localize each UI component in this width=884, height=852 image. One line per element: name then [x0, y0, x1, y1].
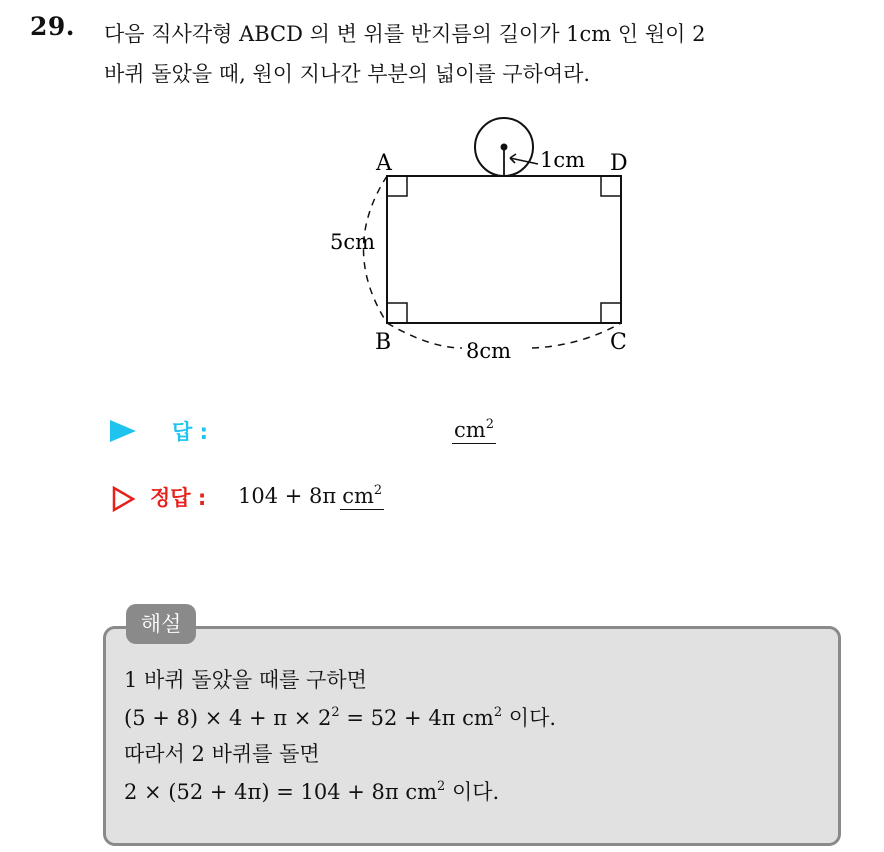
solution-line-2: [124, 704, 556, 732]
correct-answer-value: [238, 484, 384, 508]
solution-line-2-exponent: 2: [331, 705, 340, 720]
question-line-1: 다음 직사각형 ABCD 의 변 위를 반지름의 길이가 1cm 인 원이 2: [104, 22, 706, 46]
solution-tab: 해설: [126, 604, 196, 644]
correct-answer-unit-exponent: 2: [373, 483, 383, 498]
rectangle-figure: [320, 108, 650, 378]
dashed-arc-bc-right: [532, 323, 621, 348]
solution-line-4: [124, 778, 499, 806]
correct-answer-unit-text: cm: [342, 484, 374, 508]
radius-label: 1cm: [540, 148, 586, 172]
vertex-label-a: A: [376, 151, 392, 176]
filled-triangle-icon: [110, 420, 136, 442]
dashed-arc-bc-left: [387, 323, 462, 348]
solution-line-3: 따라서 2 바퀴를 돌면: [124, 742, 320, 766]
right-angle-mark-b: [387, 303, 407, 323]
solution-line-2-part-c: 이다.: [502, 706, 557, 730]
answer-label: 답 :: [172, 420, 208, 444]
question-text: [104, 14, 874, 94]
solution-line-1: 1 바퀴 돌았을 때를 구하면: [124, 668, 367, 692]
rectangle-abcd: [387, 176, 621, 323]
radius-arrow: [510, 154, 538, 164]
right-angle-mark-a: [387, 176, 407, 196]
solution-line-2-part-a: (5 + 8) × 4 + π × 2: [124, 706, 332, 730]
correct-answer-unit: [340, 484, 384, 510]
vertex-label-c: C: [610, 330, 627, 355]
side-ab-label: 5cm: [330, 230, 376, 254]
right-angle-mark-c: [601, 303, 621, 323]
vertex-label-d: D: [610, 151, 628, 176]
right-angle-mark-d: [601, 176, 621, 196]
solution-line-4-part-a: 2 × (52 + 4π) = 104 + 8π cm: [124, 780, 438, 804]
answer-unit-text: cm: [454, 418, 486, 442]
solution-line-4-exponent: 2: [437, 779, 446, 794]
answer-unit[interactable]: [452, 418, 496, 444]
question-number: 29.: [30, 12, 75, 41]
answer-row: [110, 416, 610, 452]
answer-unit-exponent: 2: [485, 417, 494, 432]
outline-triangle-icon: [112, 486, 136, 512]
vertex-label-b: B: [375, 330, 392, 355]
solution-line-2-exponent-2: 2: [493, 705, 503, 720]
solution-line-4-part-b: 이다.: [445, 780, 500, 804]
correct-answer-label: 정답 :: [150, 486, 207, 510]
solution-line-2-part-b: = 52 + 4π cm: [339, 706, 494, 730]
side-bc-label: 8cm: [466, 339, 512, 363]
correct-answer-row: [110, 482, 610, 518]
question-line-2: 바퀴 돌았을 때, 원이 지나간 부분의 넓이를 구하여라.: [104, 62, 591, 86]
correct-answer-number: 104 + 8π: [238, 484, 337, 508]
solution-box: [103, 626, 841, 846]
